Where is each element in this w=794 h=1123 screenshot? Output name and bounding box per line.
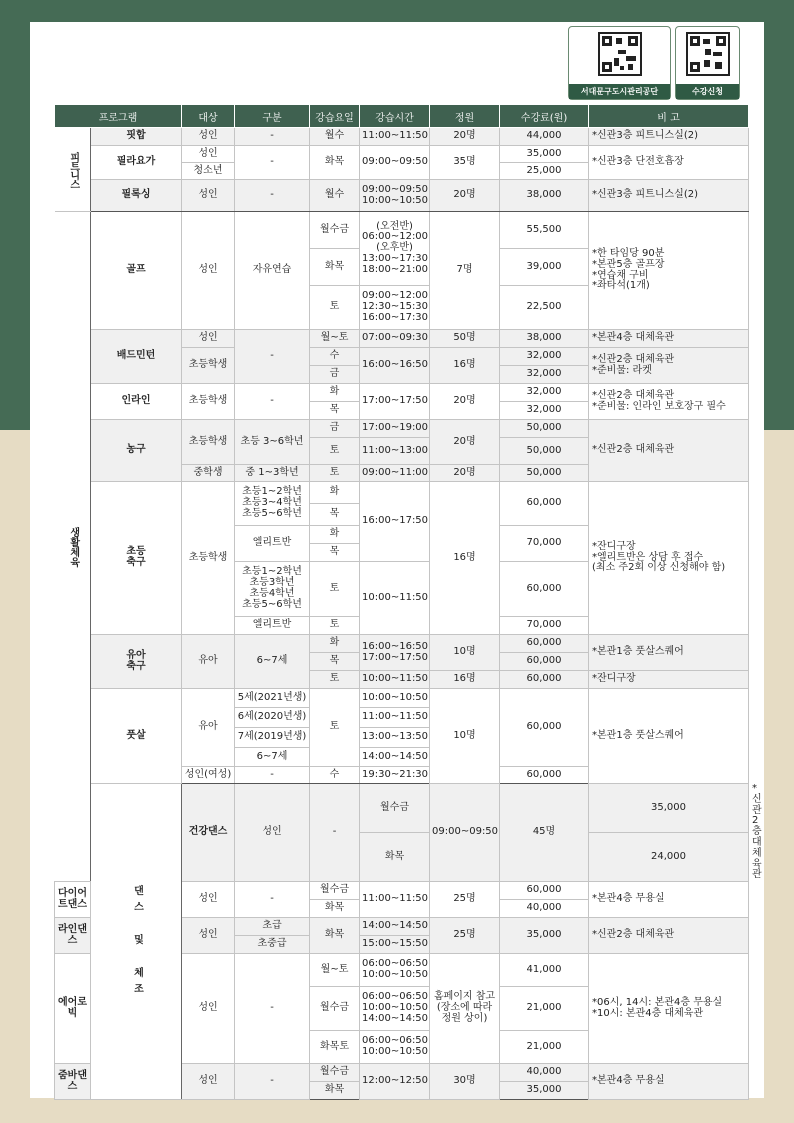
header-program: 프로그램 xyxy=(55,105,182,128)
capacity: 16명 xyxy=(430,482,500,635)
time: 13:00~13:50 xyxy=(360,728,430,748)
days: 월수금 xyxy=(310,987,360,1031)
days: 토 xyxy=(310,465,360,482)
time: 06:00~06:50 10:00~10:50 14:00~14:50 xyxy=(360,987,430,1031)
time: 14:00~14:50 xyxy=(360,918,430,936)
days: 수 xyxy=(310,767,360,784)
target: 성인 xyxy=(182,882,235,918)
program-name: 필록싱 xyxy=(91,180,182,212)
type: 5세(2021년생) xyxy=(235,689,310,708)
type: 7세(2019년생) xyxy=(235,728,310,748)
table-row xyxy=(55,689,749,708)
days: 월~토 xyxy=(310,330,360,348)
target: 성인 xyxy=(235,784,310,882)
capacity: 25명 xyxy=(430,918,500,954)
fee: 60,000 xyxy=(500,562,589,617)
header-type: 구분 xyxy=(235,105,310,128)
qr-card-enrollment[interactable] xyxy=(675,26,740,100)
days: 목 xyxy=(310,544,360,562)
program-name: 줌바댄스 xyxy=(55,1064,91,1100)
program-name: 건강댄스 xyxy=(182,784,235,882)
target: 청소년 xyxy=(182,163,235,180)
target: 중학생 xyxy=(182,465,235,482)
table-row xyxy=(55,384,749,402)
header-fee: 수강료(원) xyxy=(500,105,589,128)
days: 화 xyxy=(310,635,360,653)
days: 토 xyxy=(310,438,360,465)
target: 성인 xyxy=(182,180,235,212)
note: *신관3층 피트니스실(2) xyxy=(589,128,749,146)
target: 유아 xyxy=(182,635,235,689)
table-row xyxy=(55,330,749,348)
program-schedule-table xyxy=(54,104,749,1100)
fee: 60,000 xyxy=(500,671,589,689)
header-target: 대상 xyxy=(182,105,235,128)
days: 토 xyxy=(310,671,360,689)
days: 화목 xyxy=(310,918,360,954)
note: *본관4층 대체육관 xyxy=(589,330,749,348)
time: 16:00~17:50 xyxy=(360,482,430,562)
time: 06:00~06:50 10:00~10:50 xyxy=(360,1031,430,1064)
type: - xyxy=(235,330,310,384)
type: 엘리트반 xyxy=(235,617,310,635)
fee: 50,000 xyxy=(500,420,589,438)
note: *신관2층 대체육관 xyxy=(589,918,749,954)
type: 6세(2020년생) xyxy=(235,708,310,728)
category-fitness: 피트니스 xyxy=(55,128,91,212)
capacity: 30명 xyxy=(430,1064,500,1100)
target: 초등학생 xyxy=(182,348,235,384)
header-days: 강습요일 xyxy=(310,105,360,128)
target: 초등학생 xyxy=(182,482,235,635)
fee: 32,000 xyxy=(500,366,589,384)
fee: 21,000 xyxy=(500,1031,589,1064)
capacity: 20명 xyxy=(430,180,500,212)
capacity: 16명 xyxy=(430,671,500,689)
days: 토 xyxy=(310,689,360,767)
note: *신관3층 단전호흡장 xyxy=(589,146,749,180)
capacity: 35명 xyxy=(430,146,500,180)
program-name: 필라요가 xyxy=(91,146,182,180)
time: 16:00~16:50 xyxy=(360,348,430,384)
capacity: 10명 xyxy=(430,689,500,784)
type: - xyxy=(235,954,310,1064)
note: *신관2층 대체육관 *준비물: 인라인 보호장구 필수 xyxy=(589,384,749,420)
program-name: 풋살 xyxy=(91,689,182,784)
time: 16:00~16:50 17:00~17:50 xyxy=(360,635,430,671)
time: 09:00~11:00 xyxy=(360,465,430,482)
note: *신관3층 피트니스실(2) xyxy=(589,180,749,212)
note: *신관2층 대체육관 *준비물: 라켓 xyxy=(589,348,749,384)
program-name: 인라인 xyxy=(91,384,182,420)
time: 07:00~09:30 xyxy=(360,330,430,348)
time: 09:00~09:50 xyxy=(430,784,500,882)
table-row xyxy=(55,180,749,212)
qr-code-icon xyxy=(598,32,642,76)
fee: 60,000 xyxy=(500,482,589,526)
target: 초등학생 xyxy=(182,420,235,465)
fee: 32,000 xyxy=(500,402,589,420)
note: *신관2층 대체육관 xyxy=(589,420,749,482)
note: *본관1층 풋살스퀘어 xyxy=(589,689,749,784)
fee: 35,000 xyxy=(500,918,589,954)
type: 초급 xyxy=(235,918,310,936)
fee: 70,000 xyxy=(500,617,589,635)
qr-label: 수강신청 xyxy=(676,84,739,99)
days: 목 xyxy=(310,504,360,526)
target: 성인 xyxy=(182,1064,235,1100)
time: 09:00~09:50 10:00~10:50 xyxy=(360,180,430,212)
program-name: 핏합 xyxy=(91,128,182,146)
days: 토 xyxy=(310,286,360,330)
type: - xyxy=(235,882,310,918)
target: 성인 xyxy=(182,954,235,1064)
header-time: 강습시간 xyxy=(360,105,430,128)
type: 엘리트반 xyxy=(235,526,310,562)
table-row xyxy=(55,420,749,438)
time: 09:00~12:00 12:30~15:30 16:00~17:30 xyxy=(360,286,430,330)
time: 10:00~10:50 xyxy=(360,689,430,708)
time: 11:00~13:00 xyxy=(360,438,430,465)
type: - xyxy=(310,784,360,882)
fee: 50,000 xyxy=(500,438,589,465)
category-sports: 생활체육 xyxy=(55,212,91,882)
type: - xyxy=(235,128,310,146)
time: 14:00~14:50 xyxy=(360,748,430,767)
fee: 38,000 xyxy=(500,180,589,212)
days: 목 xyxy=(310,402,360,420)
target: 성인(여성) xyxy=(182,767,235,784)
days: 화 xyxy=(310,384,360,402)
category-dance: 댄스 및 체조 xyxy=(91,784,182,1100)
table-row xyxy=(55,212,749,249)
fee: 40,000 xyxy=(500,1064,589,1082)
note: *한 타임당 90분 *본관5층 골프장 *연습채 구비 *좌타석(1개) xyxy=(589,212,749,330)
days: 화 xyxy=(310,482,360,504)
table-row xyxy=(55,482,749,504)
fee: 60,000 xyxy=(500,767,589,784)
target: 성인 xyxy=(182,212,235,330)
days: 월수 xyxy=(310,180,360,212)
days: 화목토 xyxy=(310,1031,360,1064)
fee: 44,000 xyxy=(500,128,589,146)
fee: 35,000 xyxy=(500,1082,589,1100)
days: 월수금 xyxy=(310,212,360,249)
type: - xyxy=(235,146,310,180)
time: 12:00~12:50 xyxy=(360,1064,430,1100)
time: 11:00~11:50 xyxy=(360,708,430,728)
program-name: 농구 xyxy=(91,420,182,482)
target: 성인 xyxy=(182,146,235,163)
type: 자유연습 xyxy=(235,212,310,330)
days: 금 xyxy=(310,420,360,438)
time: 11:00~11:50 xyxy=(360,128,430,146)
note: *본관1층 풋살스퀘어 xyxy=(589,635,749,671)
qr-code-icon xyxy=(686,32,730,76)
type: 6~7세 xyxy=(235,635,310,689)
time: 09:00~09:50 xyxy=(360,146,430,180)
program-name: 골프 xyxy=(91,212,182,330)
qr-label: 서대문구도시관리공단 xyxy=(569,84,670,99)
type: 초등1~2학년 초등3~4학년 초등5~6학년 xyxy=(235,482,310,526)
capacity: 20명 xyxy=(430,384,500,420)
fee: 50,000 xyxy=(500,465,589,482)
fee: 60,000 xyxy=(500,689,589,767)
capacity: 20명 xyxy=(430,420,500,465)
type: - xyxy=(235,1064,310,1100)
fee: 70,000 xyxy=(500,526,589,562)
note: *06시, 14시: 본관4층 무용실 *10시: 본관4층 대체육관 xyxy=(589,954,749,1064)
capacity: 20명 xyxy=(430,465,500,482)
days: 월수금 xyxy=(360,784,430,833)
target: 유아 xyxy=(182,689,235,767)
program-name: 다이어트댄스 xyxy=(55,882,91,918)
days: 화목 xyxy=(310,1082,360,1100)
type: 6~7세 xyxy=(235,748,310,767)
days: 토 xyxy=(310,562,360,617)
fee: 21,000 xyxy=(500,987,589,1031)
fee: 39,000 xyxy=(500,249,589,286)
days: 화 xyxy=(310,526,360,544)
type: - xyxy=(235,180,310,212)
fee: 24,000 xyxy=(589,833,749,882)
days: 화목 xyxy=(310,146,360,180)
days: 화목 xyxy=(310,249,360,286)
time: 10:00~11:50 xyxy=(360,671,430,689)
target: 성인 xyxy=(182,918,235,954)
program-name: 라인댄스 xyxy=(55,918,91,954)
fee: 22,500 xyxy=(500,286,589,330)
time: 19:30~21:30 xyxy=(360,767,430,784)
days: 금 xyxy=(310,366,360,384)
capacity: 홈페이지 참고 (장소에 따라 정원 상이) xyxy=(430,954,500,1064)
target: 성인 xyxy=(182,330,235,348)
fee: 60,000 xyxy=(500,882,589,900)
days: 화목 xyxy=(310,900,360,918)
capacity: 50명 xyxy=(430,330,500,348)
type: - xyxy=(235,384,310,420)
time: 10:00~11:50 xyxy=(360,562,430,635)
capacity: 7명 xyxy=(430,212,500,330)
time: 11:00~11:50 xyxy=(360,882,430,918)
note: *본관4층 무용실 xyxy=(589,1064,749,1100)
qr-card-corporation[interactable] xyxy=(568,26,671,100)
days: 수 xyxy=(310,348,360,366)
table-header-row xyxy=(55,105,749,128)
table-row xyxy=(55,635,749,653)
time: 17:00~17:50 xyxy=(360,384,430,420)
fee: 25,000 xyxy=(500,163,589,180)
program-name: 배드민턴 xyxy=(91,330,182,384)
fee: 38,000 xyxy=(500,330,589,348)
note: *잔디구장 xyxy=(589,671,749,689)
fee: 40,000 xyxy=(500,900,589,918)
days: 토 xyxy=(310,617,360,635)
header-capacity: 정원 xyxy=(430,105,500,128)
type: 초등 3~6학년 xyxy=(235,420,310,465)
fee: 32,000 xyxy=(500,348,589,366)
time: (오전반) 06:00~12:00 (오후반) 13:00~17:30 18:00~21:00 xyxy=(360,212,430,286)
program-name: 유아 축구 xyxy=(91,635,182,689)
header-note: 비 고 xyxy=(589,105,749,128)
days: 목 xyxy=(310,653,360,671)
type: 초등1~2학년 초등3학년 초등4학년 초등5~6학년 xyxy=(235,562,310,617)
type: 중 1~3학년 xyxy=(235,465,310,482)
program-name: 초등 축구 xyxy=(91,482,182,635)
fee: 55,500 xyxy=(500,212,589,249)
target: 성인 xyxy=(182,128,235,146)
note: *본관4층 무용실 xyxy=(589,882,749,918)
time: 06:00~06:50 10:00~10:50 xyxy=(360,954,430,987)
table-row xyxy=(55,784,749,833)
days: 월수금 xyxy=(310,1064,360,1082)
capacity: 45명 xyxy=(500,784,589,882)
fee: 32,000 xyxy=(500,384,589,402)
time: 17:00~19:00 xyxy=(360,420,430,438)
fee: 60,000 xyxy=(500,635,589,653)
capacity: 16명 xyxy=(430,348,500,384)
days: 월수 xyxy=(310,128,360,146)
type: - xyxy=(235,767,310,784)
capacity: 20명 xyxy=(430,128,500,146)
program-name: 에어로빅 xyxy=(55,954,91,1064)
target: 초등학생 xyxy=(182,384,235,420)
capacity: 25명 xyxy=(430,882,500,918)
type: 초중급 xyxy=(235,936,310,954)
days: 화목 xyxy=(360,833,430,882)
fee: 35,000 xyxy=(589,784,749,833)
table-row xyxy=(55,128,749,146)
days: 월~토 xyxy=(310,954,360,987)
note: *잔디구장 *엘리트반은 상담 후 접수 (최소 주2회 이상 신청해야 함) xyxy=(589,482,749,635)
capacity: 10명 xyxy=(430,635,500,671)
time: 15:00~15:50 xyxy=(360,936,430,954)
fee: 60,000 xyxy=(500,653,589,671)
fee: 41,000 xyxy=(500,954,589,987)
fee: 35,000 xyxy=(500,146,589,163)
days: 월수금 xyxy=(310,882,360,900)
table-row xyxy=(55,146,749,163)
